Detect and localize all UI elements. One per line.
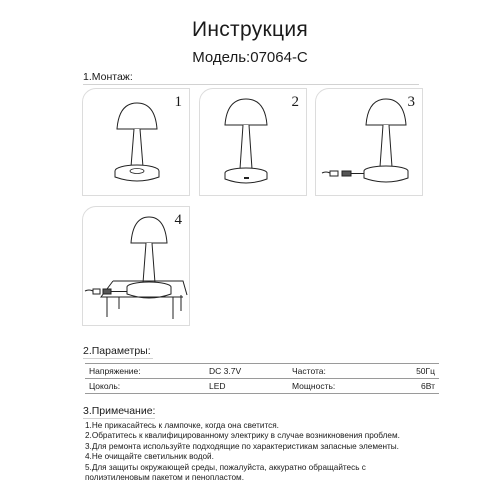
- lamp-charging-illustration: [316, 89, 422, 195]
- table-row: [85, 379, 439, 394]
- lamp-on-table-illustration: [83, 207, 189, 325]
- section-notes-heading: 3.Примечание:: [83, 405, 156, 417]
- section-divider: [83, 358, 153, 359]
- step-panel-4: [82, 206, 190, 326]
- param-value: DC 3.7V: [163, 364, 288, 379]
- section-divider: [83, 418, 155, 419]
- parameters-table: [85, 363, 439, 394]
- note-item: 4.Не очищайте светильник водой.: [85, 452, 214, 462]
- lamp-illustration: [83, 89, 189, 195]
- param-label: Частота:: [288, 364, 366, 379]
- table-row: [85, 364, 439, 379]
- model-number: Модель:07064-C: [192, 49, 308, 66]
- step-number: 2: [291, 94, 299, 110]
- note-item: 5.Для защиты окружающей среды, пожалуйста, аккуратно обращайтесь с: [85, 462, 366, 472]
- param-label: Мощность:: [288, 379, 366, 394]
- step-panel-2: [199, 88, 307, 196]
- section-parameters-heading: 2.Параметры:: [83, 345, 151, 357]
- notes-list: [85, 421, 400, 483]
- step-number: 1: [174, 94, 182, 110]
- param-value: 6Вт: [366, 379, 439, 394]
- section-divider: [83, 84, 419, 85]
- note-item: 3.Для ремонта используйте подходящие по характеристикам запасные элементы.: [85, 441, 399, 451]
- note-item: 1.Не прикасайтесь к лампочке, когда она светится.: [85, 421, 279, 430]
- param-label: Напряжение:: [85, 364, 163, 379]
- document-title: Инструкция: [191, 18, 309, 41]
- param-value: LED: [163, 379, 288, 394]
- param-value: 50Гц: [366, 364, 439, 379]
- note-item: 2.Обратитесь к квалифицированному электрику в случае возникновения проблем.: [85, 431, 400, 441]
- step-panel-1: [82, 88, 190, 196]
- param-label: Цоколь:: [85, 379, 163, 394]
- step-number: 3: [407, 94, 415, 110]
- note-item: полиэтиленовым пакетом и пенопластом.: [85, 473, 244, 483]
- step-number: 4: [174, 212, 182, 228]
- section-installation-heading: 1.Монтаж:: [83, 71, 133, 83]
- step-panel-3: [315, 88, 423, 196]
- lamp-illustration: [200, 89, 306, 195]
